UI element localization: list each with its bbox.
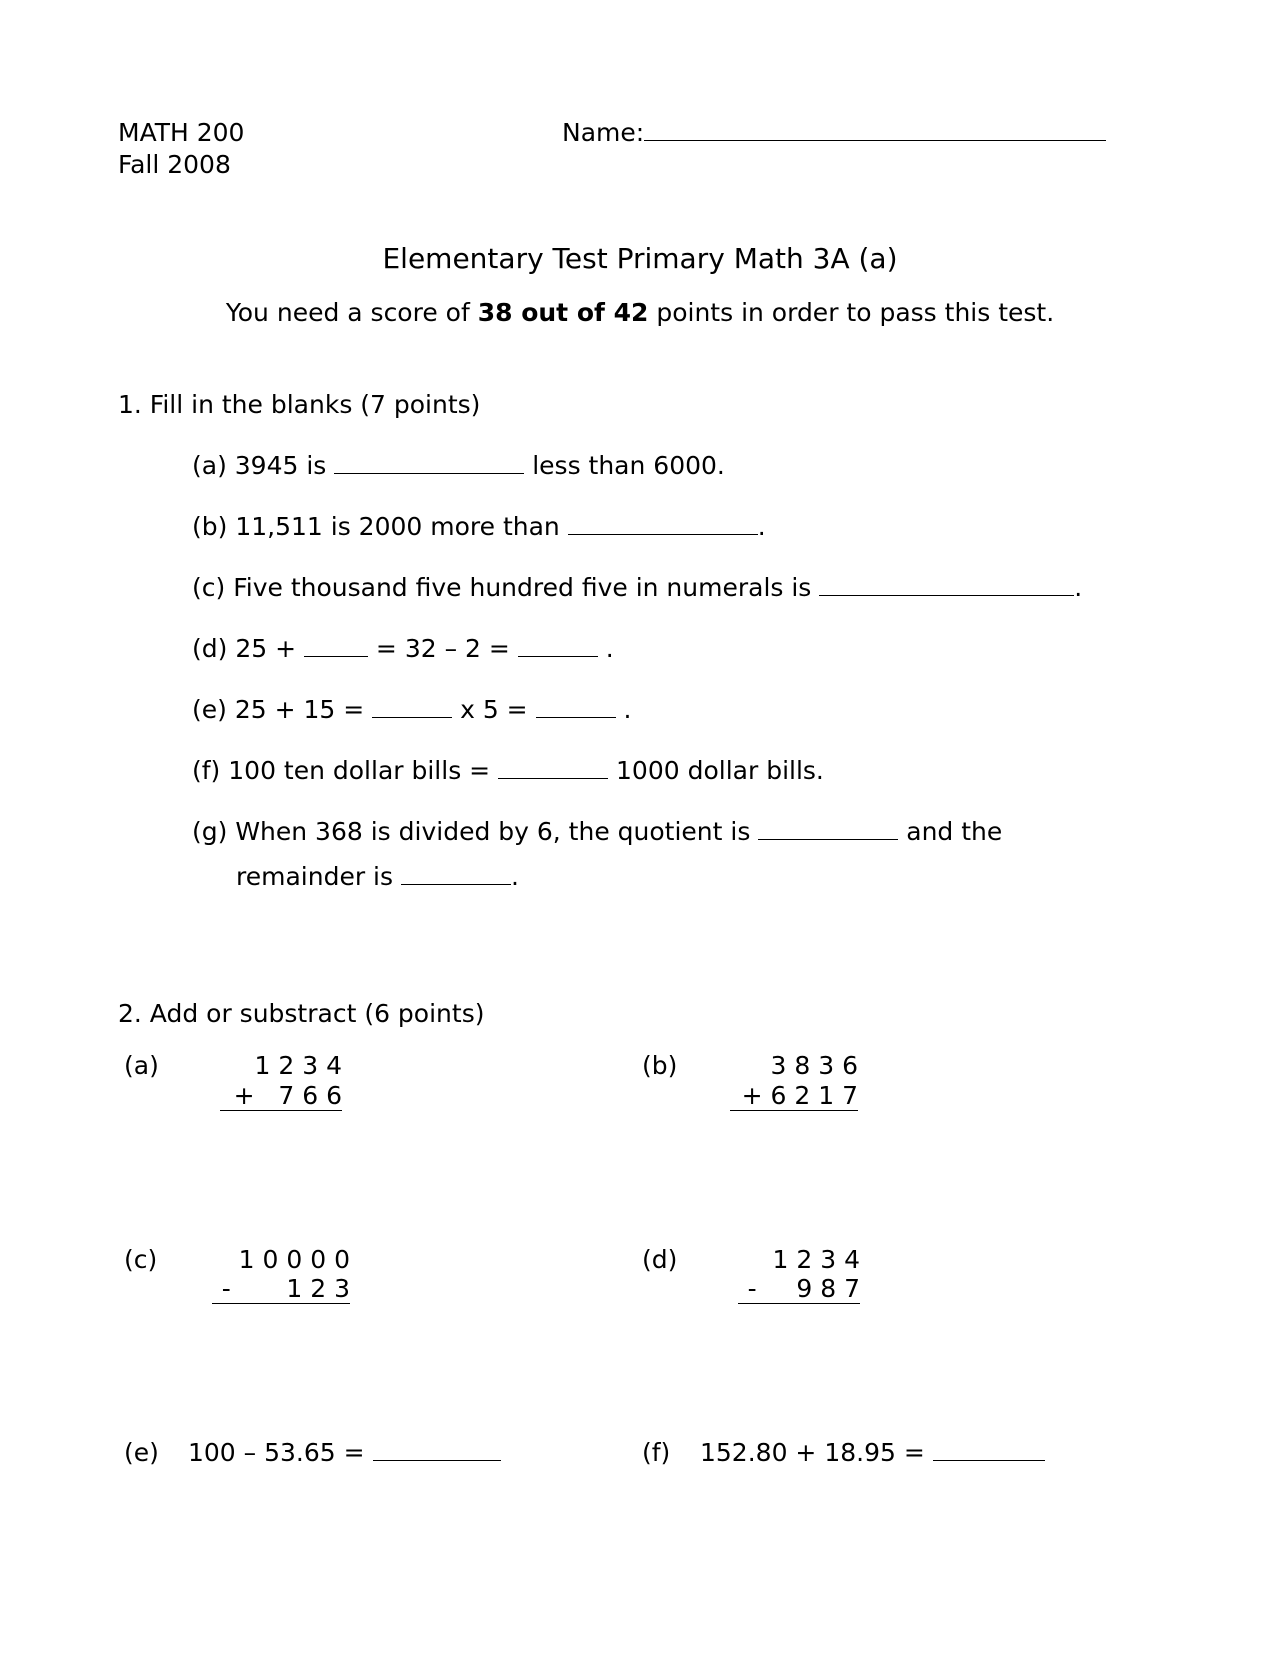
q2f-label: (f) [642, 1438, 671, 1467]
pass-score: 38 out of 42 [477, 298, 649, 327]
q2f-blank[interactable] [933, 1440, 1045, 1461]
q1g-text: (g) When 368 is divided by 6, the quotient is [192, 817, 759, 846]
q2a-label: (a) [124, 1051, 159, 1080]
q2c-top-number: 1 0 0 0 0 [238, 1245, 350, 1274]
q1e-mid: x 5 = [452, 695, 536, 724]
q2c-top [212, 1247, 350, 1272]
q1g-blank-1[interactable] [758, 819, 898, 840]
q1a-blank[interactable] [334, 453, 524, 474]
q2b-top-number: 3 8 3 6 [770, 1051, 858, 1080]
q1g-blank-2[interactable] [401, 864, 511, 885]
q1f-text: (f) 100 ten dollar bills = [192, 756, 499, 785]
q2c-label: (c) [124, 1245, 158, 1274]
q2f-expression [700, 1440, 1045, 1465]
q2a-top-number: 1 2 3 4 [254, 1051, 342, 1080]
q1c-post: . [1074, 573, 1083, 602]
q1d-post: . [597, 634, 614, 663]
q1g-post: and the [898, 817, 1003, 846]
q1a-text: (a) 3945 is [192, 451, 335, 480]
q2e-text: 100 – 53.65 = [188, 1438, 373, 1467]
q1-item-d [192, 636, 614, 661]
q1c-text: (c) Five thousand five hundred five in numerals is [192, 573, 820, 602]
course-code: MATH 200 [118, 118, 245, 147]
q2b-top [730, 1053, 858, 1078]
q1-item-c [192, 575, 1082, 600]
q1e-text: (e) 25 + 15 = [192, 695, 373, 724]
q2a-top [220, 1053, 342, 1078]
q1-item-b [192, 514, 766, 539]
pass-note-prefix: You need a score of [225, 298, 478, 327]
q1e-blank-2[interactable] [536, 697, 616, 718]
q2d-top [738, 1247, 860, 1272]
q2-heading: 2. Add or substract (6 points) [118, 999, 485, 1028]
q1-item-a [192, 453, 725, 478]
pass-note-suffix: points in order to pass this test. [648, 298, 1055, 327]
name-blank[interactable] [644, 120, 1106, 141]
q1c-blank[interactable] [819, 575, 1074, 596]
q2e-label: (e) [124, 1438, 159, 1467]
page-title: Elementary Test Primary Math 3A (a) [382, 242, 898, 275]
q1d-text: (d) 25 + [192, 634, 304, 663]
q1b-blank[interactable] [568, 514, 758, 535]
q1d-mid: = 32 – 2 = [367, 634, 518, 663]
q1e-post: . [615, 695, 632, 724]
q1g-line2-text: remainder is [236, 862, 401, 891]
q2e-expression [188, 1440, 501, 1465]
q1d-blank-1[interactable] [304, 636, 368, 657]
q2e-blank[interactable] [373, 1440, 501, 1461]
q2c-bottom: - 1 2 3 [212, 1276, 350, 1304]
q2d-bottom: - 9 8 7 [738, 1276, 860, 1304]
pass-note [0, 300, 1280, 325]
name-label: Name: [562, 118, 645, 147]
q1a-post: less than 6000. [524, 451, 725, 480]
name-field[interactable] [562, 120, 1106, 145]
q1-item-e [192, 697, 631, 722]
q2b-label: (b) [642, 1051, 678, 1080]
q1-item-g-line2 [236, 864, 519, 889]
q2f-text: 152.80 + 18.95 = [700, 1438, 933, 1467]
term: Fall 2008 [118, 150, 231, 179]
q2b-bottom: + 6 2 1 7 [730, 1083, 858, 1111]
q1-item-f [192, 758, 824, 783]
q1b-text: (b) 11,511 is 2000 more than [192, 512, 568, 541]
q1-heading: 1. Fill in the blanks (7 points) [118, 390, 481, 419]
q1-item-g [192, 819, 1002, 844]
q2d-top-number: 1 2 3 4 [772, 1245, 860, 1274]
q1f-post: 1000 dollar bills. [608, 756, 824, 785]
q1d-blank-2[interactable] [518, 636, 598, 657]
q2a-bottom: + 7 6 6 [220, 1083, 342, 1111]
q1e-blank-1[interactable] [372, 697, 452, 718]
q2d-label: (d) [642, 1245, 678, 1274]
q1b-post: . [757, 512, 766, 541]
q1f-blank[interactable] [498, 758, 608, 779]
q1g-line2-post: . [510, 862, 519, 891]
